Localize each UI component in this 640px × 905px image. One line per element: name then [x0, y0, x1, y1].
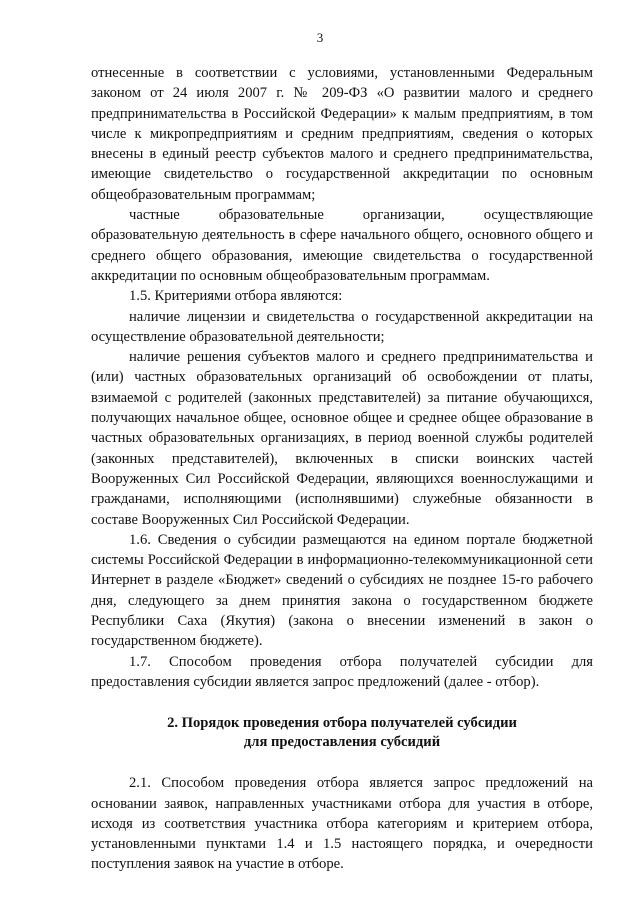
paragraph-criteria-decision: наличие решения субъектов малого и среднего предпринимательства и (или) частных образовательных организаций об освобождении от платы, взимаемой с родителей (законных представителей) за питание обучающихся, получающих начальное общее, основное общее и среднее общее образование в частных образовательных организациях, в период военной службы родителей (законных представителей), включенных в списки воинских частей Вооруженных Сил Российской Федерации, являющихся военнослужащими и гражданами, исполняющими (исполнявшими) служебные обязанности в составе Вооруженных Сил Российской Федерации. — [91, 349, 593, 528]
paragraph-section-2-1: 2.1. Способом проведения отбора является запрос предложений на основании заявок, направленных участниками отбора для участия в отборе, исходя из соответствия участника отбора категориям и критерием отбора, установленными пунктами 1.4 и 1.5 настоящего порядка, и очередности поступления заявок на участие в отборе. — [91, 775, 593, 873]
page-number: 3 — [316, 30, 324, 45]
paragraph-subsidy-info: 1.6. Сведения о субсидии размещаются на едином портале бюджетной системы Российской Федерации в информационно-телекоммуникационной сети Интернет в разделе «Бюджет» сведений о субсидиях не позднее 15-го рабочего дня, следующего за днем принятия закона о государственном бюджете Республики Саха (Якутия) (закона о внесении изменений в закон о государственном бюджете). — [91, 531, 593, 650]
paragraph-continuation: отнесенные в соответствии с условиями, установленными Федеральным законом от 24 июля 2007 г. № 209-ФЗ «О развитии малого и среднего предпринимательства в Российской Федерации» к малым предприятиям, в том числе к микропредприятиям и средним предприятиям, сведения о которых внесены в единый реестр субъектов малого и среднего предпринимательства, имеющие свидетельство о государственной аккредитации по основным общеобразовательным программам; — [91, 65, 593, 203]
paragraph-criteria-heading: 1.5. Критериями отбора являются: — [129, 288, 343, 305]
section-heading — [91, 714, 593, 752]
paragraph-criteria-license: наличие лицензии и свидетельства о государственной аккредитации на осуществление образовательной деятельности; — [91, 308, 593, 345]
section-heading-line-1: 2. Порядок проведения отбора получателей субсидии — [167, 715, 517, 732]
document-body — [91, 63, 593, 875]
paragraph-selection-method: 1.7. Способом проведения отбора получателей субсидии для предоставления субсидии является запрос предложений (далее - отбор). — [91, 653, 593, 690]
paragraph-private-organizations: частные образовательные организации, осуществляющие образовательную деятельность в сфере начального общего, основного общего и среднего общего образования, имеющие свидетельства о государственной аккредитации по основным общеобразовательным программам. — [91, 207, 593, 284]
section-heading-line-2: для предоставления субсидий — [243, 734, 441, 751]
